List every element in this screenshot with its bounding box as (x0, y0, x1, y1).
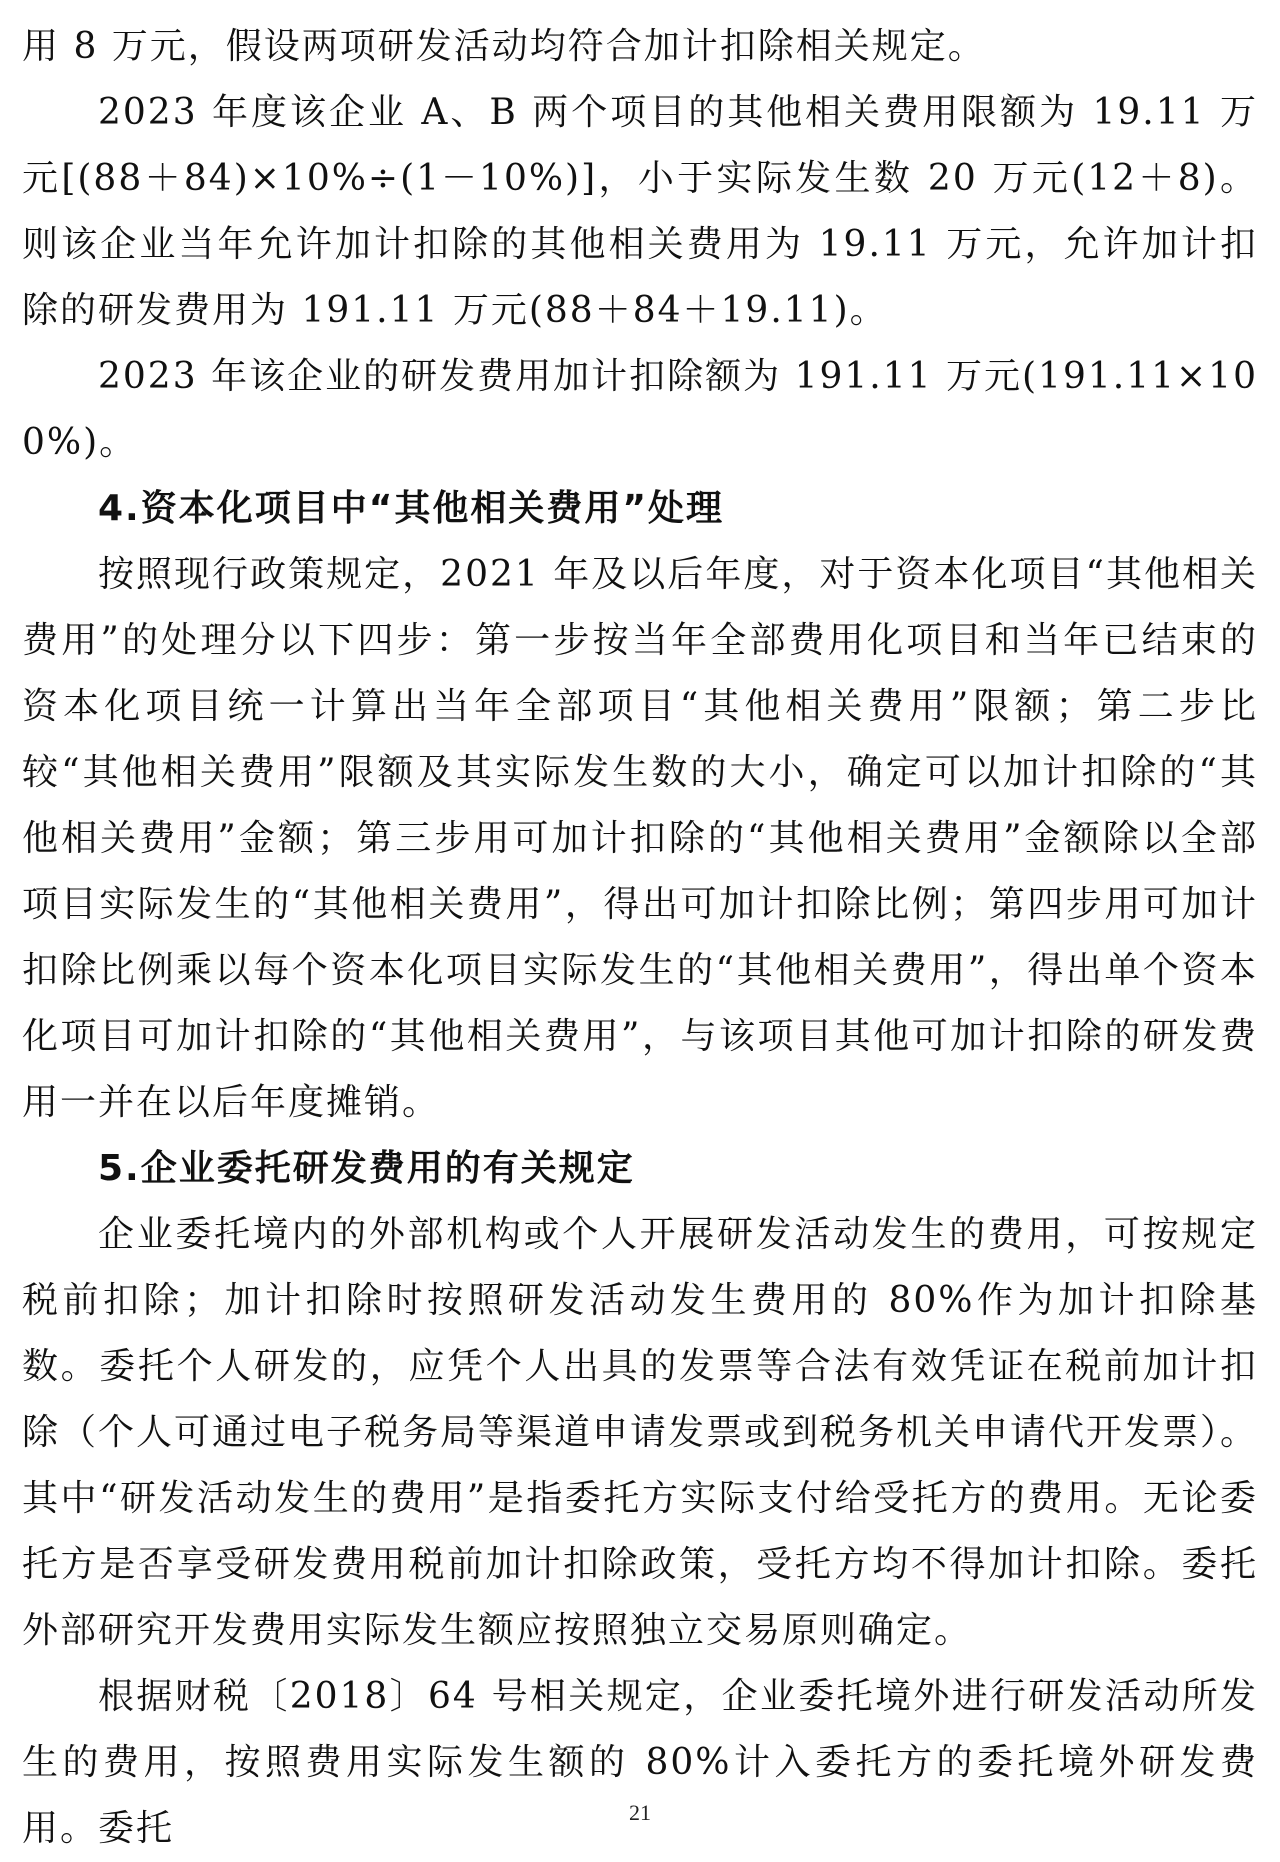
paragraph-four-steps: 按照现行政策规定，2021 年及以后年度，对于资本化项目“其他相关费用”的处理分以下四步：第一步按当年全部费用化项目和当年已结束的资本化项目统一计算出当年全部项目“其他相关费用”限额；第二步比较“其他相关费用”限额及其实际发生数的大小，确定可以加计扣除的“其他相关费用”金额；第三步用可加计扣除的“其他相关费用”金额除以全部项目实际发生的“其他相关费用”，得出可加计扣除比例；第四步用可加计扣除比例乘以每个资本化项目实际发生的“其他相关费用”，得出单个资本化项目可加计扣除的“其他相关费用”，与该项目其他可加计扣除的研发费用一并在以后年度摊销。 (22, 554, 1258, 1123)
section-heading-capitalized-projects: 4.资本化项目中“其他相关费用”处理 (98, 488, 725, 529)
paragraph-limit-calculation: 2023 年度该企业 A、B 两个项目的其他相关费用限额为 19.11 万元[(88＋84)×10%÷(1－10%)]，小于实际发生数 20 万元(12＋8)。则该企业当年允许加计扣除的其他相关费用为 19.11 万元，允许加计扣除的研发费用为 191.11 万元(88＋84＋19.11)。 (22, 92, 1258, 331)
page-number: 21 (629, 1800, 651, 1825)
paragraph-continuation: 用 8 万元，假设两项研发活动均符合加计扣除相关规定。 (22, 26, 986, 67)
paragraph-deduction-amount: 2023 年该企业的研发费用加计扣除额为 191.11 万元(191.11×100%)。 (22, 356, 1258, 463)
paragraph-entrusted-domestic: 企业委托境内的外部机构或个人开展研发活动发生的费用，可按规定税前扣除；加计扣除时按照研发活动发生费用的 80%作为加计扣除基数。委托个人研发的，应凭个人出具的发票等合法有效凭证在税前加计扣除（个人可通过电子税务局等渠道申请发票或到税务机关申请代开发票）。其中“研发活动发生的费用”是指委托方实际支付给受托方的费用。无论委托方是否享受研发费用税前加计扣除政策，受托方均不得加计扣除。委托外部研究开发费用实际发生额应按照独立交易原则确定。 (22, 1214, 1259, 1651)
paragraph-entrusted-overseas: 根据财税〔2018〕64 号相关规定，企业委托境外进行研发活动所发生的费用，按照费用实际发生额的 80%计入委托方的委托境外研发费用。委托 (22, 1676, 1258, 1849)
section-heading-entrusted-rd: 5.企业委托研发费用的有关规定 (98, 1148, 635, 1189)
